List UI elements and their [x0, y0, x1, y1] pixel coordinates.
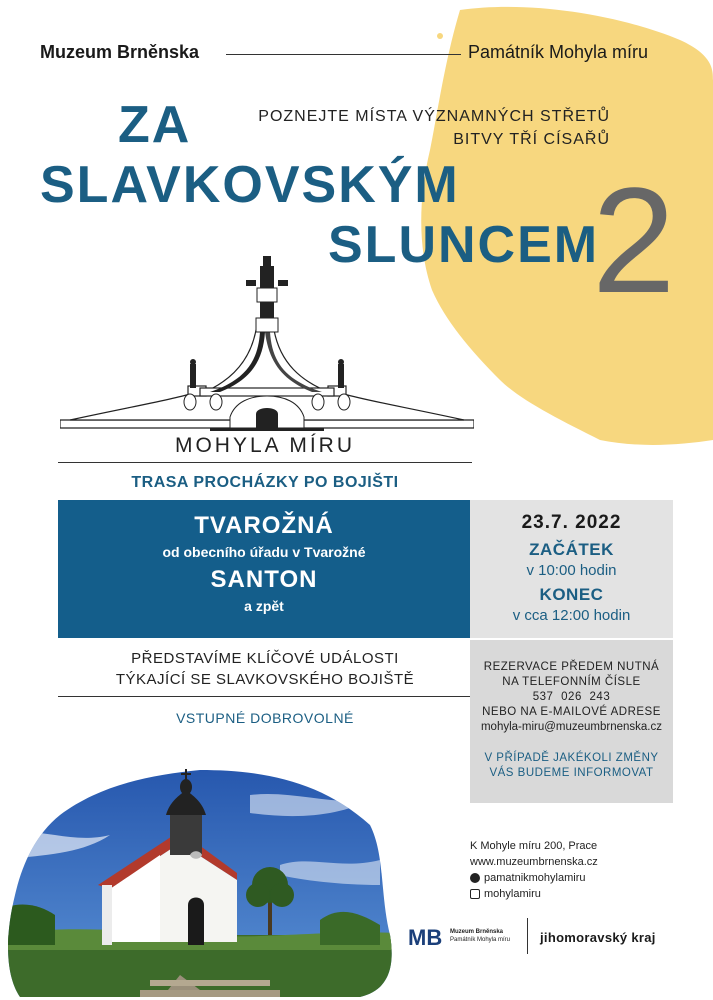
museum-logo-line-1: Muzeum Brněnska: [450, 929, 504, 935]
contact-block: [470, 838, 598, 902]
instagram-link[interactable]: mohylamiru: [484, 888, 541, 900]
instagram-icon: [470, 889, 480, 899]
reservation-line-1: REZERVACE PŘEDEM NUTNÁ: [483, 661, 660, 673]
end-label: KONEC: [539, 585, 604, 604]
museum-logo-mark: MB: [408, 925, 443, 948]
start-time: v 10:00 hodin: [526, 562, 617, 579]
subtitle-line-1: POZNEJTE MÍSTA VÝZNAMNÝCH STŘETŮ: [258, 108, 610, 125]
change-note-1: V PŘÍPADĚ JAKÉKOLI ZMĚNY: [484, 752, 659, 764]
region-logo: jihomoravský kraj: [540, 930, 656, 945]
website-link[interactable]: www.muzeumbrnenska.cz: [470, 856, 598, 868]
divider: [58, 696, 472, 697]
title-line-3: SLUNCEM: [328, 216, 600, 274]
museum-logo-text: [450, 928, 510, 944]
museum-logo-line-2: Památník Mohyla míru: [450, 937, 511, 943]
divider: [58, 462, 472, 463]
reservation-line-2: NA TELEFONNÍM ČÍSLE: [502, 676, 641, 688]
monument-illustration: [60, 252, 474, 432]
memorial-name: Památník Mohyla míru: [468, 42, 649, 62]
monument-label: MOHYLA MÍRU: [174, 434, 356, 457]
route-from-detail: od obecního úřadu v Tvarožné: [162, 544, 366, 560]
presentation-text: [58, 648, 472, 690]
header-divider: [226, 54, 461, 55]
admission-text: VSTUPNÉ DOBROVOLNÉ: [176, 710, 354, 726]
subtitle-line-2: BITVY TŘÍ CÍSAŘŮ: [453, 131, 610, 148]
address: K Mohyle míru 200, Prace: [470, 840, 598, 852]
facebook-icon: [470, 873, 480, 883]
subtitle: [230, 105, 610, 151]
change-note-2: VÁS BUDEME INFORMOVAT: [489, 767, 654, 779]
title-line-1: ZA: [118, 96, 192, 154]
route-back: a zpět: [244, 598, 284, 614]
reservation-box: [470, 640, 673, 803]
route-heading: TRASA PROCHÁZKY PO BOJIŠTI: [131, 474, 399, 491]
schedule-box: [470, 500, 673, 638]
phone-number[interactable]: 537 026 243: [532, 691, 611, 703]
museum-logo: [408, 924, 448, 948]
event-date: 23.7. 2022: [521, 512, 622, 533]
presentation-line-1: PŘEDSTAVÍME KLÍČOVÉ UDÁLOSTI: [131, 650, 399, 667]
route-from: TVAROŽNÁ: [194, 512, 334, 539]
route-to: SANTON: [210, 566, 318, 593]
email-address[interactable]: mohyla-miru@muzeumbrnenska.cz: [480, 721, 663, 733]
museum-name: Muzeum Brněnska: [40, 42, 200, 62]
start-label: ZAČÁTEK: [529, 540, 614, 559]
reservation-line-3: NEBO NA E-MAILOVÉ ADRESE: [482, 706, 661, 718]
route-box: [58, 500, 470, 638]
edition-number: 2: [592, 156, 676, 324]
title-line-2: SLAVKOVSKÝM: [40, 156, 460, 214]
presentation-line-2: TÝKAJÍCÍ SE SLAVKOVSKÉHO BOJIŠTĚ: [115, 671, 415, 688]
logo-divider: [527, 918, 528, 954]
facebook-link[interactable]: pamatnikmohylamiru: [484, 872, 586, 884]
end-time: v cca 12:00 hodin: [512, 607, 631, 624]
chapel-photo: [0, 735, 400, 1000]
